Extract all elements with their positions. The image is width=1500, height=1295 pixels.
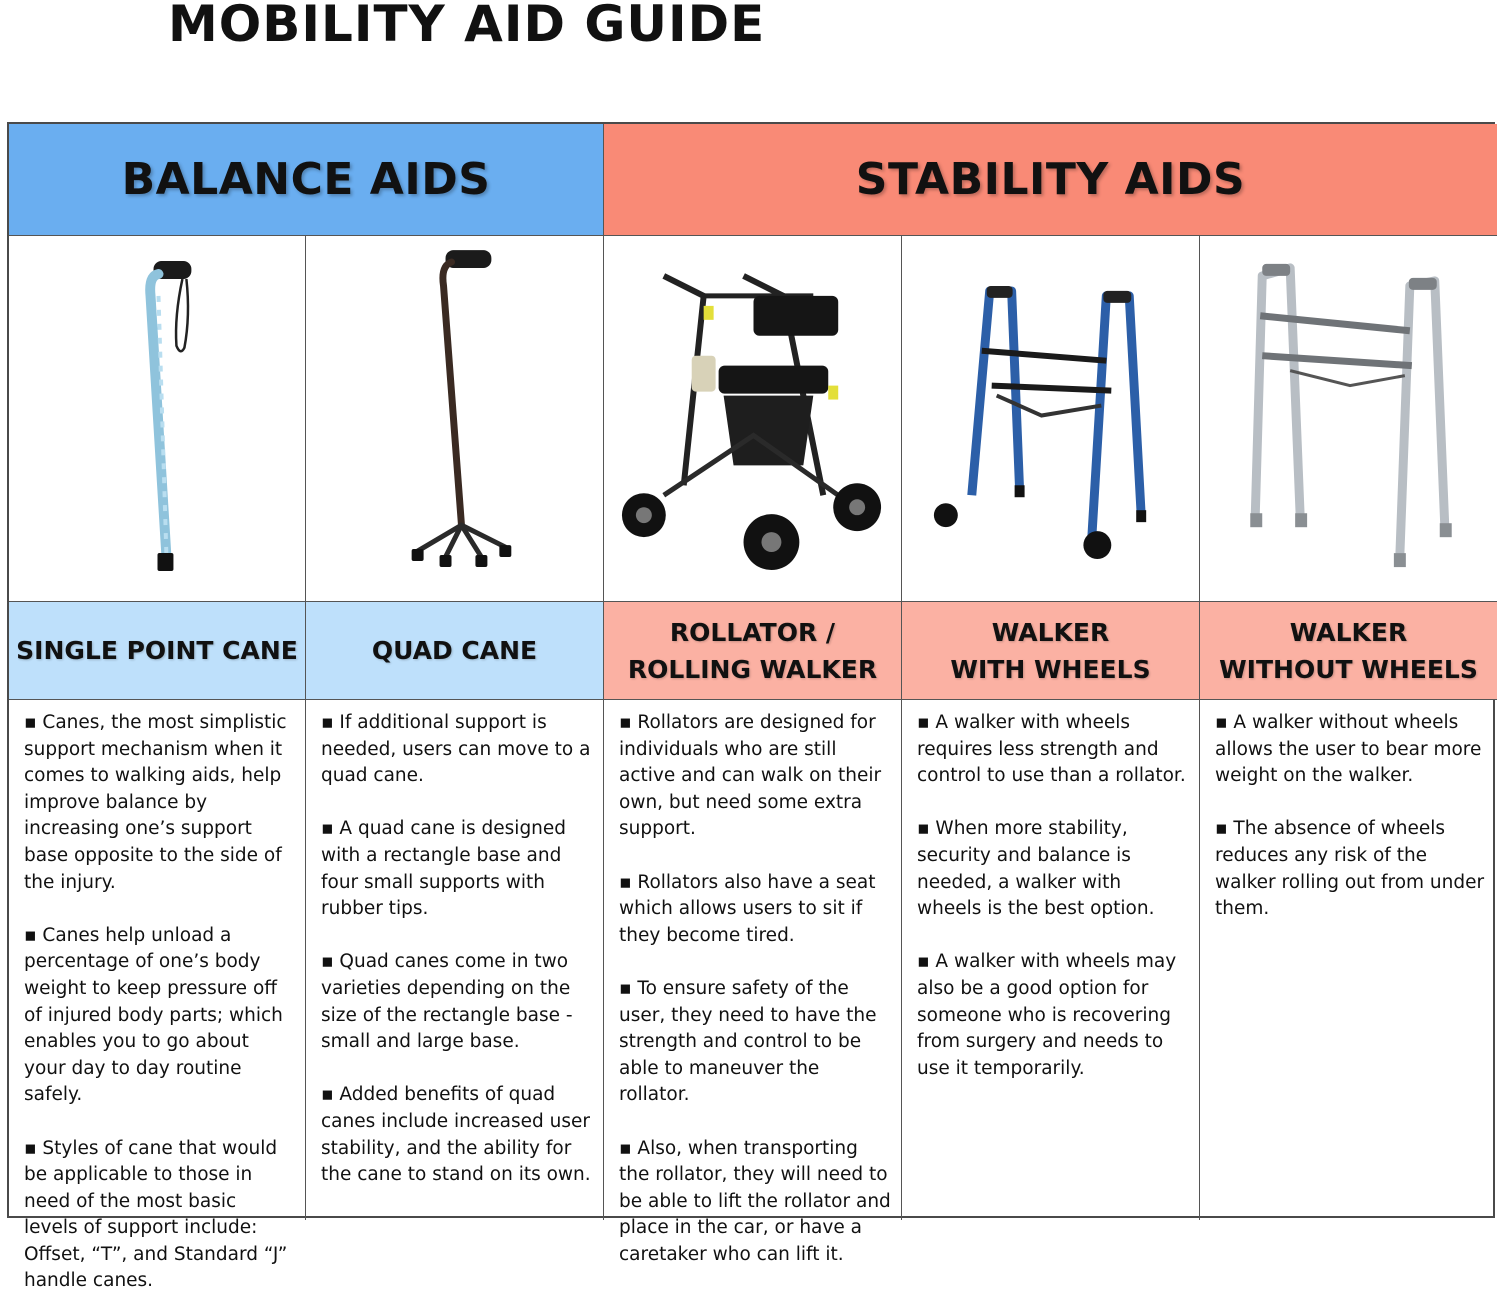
bullet: ▪ A walker with wheels may also be a good option for someone who is recovering from surgery and needs to use it temporarily. [917,949,1189,1082]
description-single-point-cane [9,700,306,1220]
quad-cane-icon [306,236,603,601]
mobility-aid-table [7,122,1495,1218]
bullet: ▪ Added benefits of quad canes include increased user stability, and the ability for the cane to stand on its own. [321,1082,593,1188]
label-quad-cane: QUAD CANE [306,602,604,700]
walker-without-wheels-image [1200,236,1497,602]
rollator-image [604,236,902,602]
label-rollator: ROLLATOR / ROLLING WALKER [604,602,902,700]
bullet: ▪ Quad canes come in two varieties depending on the size of the rectangle base - small and large base. [321,949,593,1055]
walker-without-wheels-icon [1200,236,1497,601]
walker-with-wheels-image [902,236,1200,602]
quad-cane-image [306,236,604,602]
description-walker-without-wheels [1200,700,1497,1220]
label-single-point-cane: SINGLE POINT CANE [9,602,306,700]
label-walker-with-wheels: WALKER WITH WHEELS [902,602,1200,700]
bullet: ▪ The absence of wheels reduces any risk of the walker rolling out from under them. [1215,816,1487,922]
description-walker-with-wheels [902,700,1200,1220]
bullet: ▪ Rollators are designed for individuals who are still active and can walk on their own, but need some extra support. [619,710,891,843]
bullet: ▪ When more stability, security and balance is needed, a walker with wheels is the best option. [917,816,1189,922]
bullet: ▪ Rollators also have a seat which allows users to sit if they become tired. [619,870,891,950]
balance-aids-header: BALANCE AIDS [9,124,604,236]
bullet: ▪ If additional support is needed, users can move to a quad cane. [321,710,593,790]
bullet: ▪ To ensure safety of the user, they need to have the strength and control to be able to maneuver the rollator. [619,976,891,1109]
stability-aids-header: STABILITY AIDS [604,124,1497,236]
single-point-cane-image [9,236,306,602]
bullet: ▪ Also, when transporting the rollator, they will need to be able to lift the rollator and place in the car, or have a caretaker who can lift it. [619,1136,891,1269]
label-walker-without-wheels: WALKER WITHOUT WHEELS [1200,602,1497,700]
description-rollator [604,700,902,1220]
description-quad-cane [306,700,604,1220]
bullet: ▪ A walker without wheels allows the user to bear more weight on the walker. [1215,710,1487,790]
bullet: ▪ Styles of cane that would be applicable to those in need of the most basic levels of support include: Offset, “T”, and Standard “J” handle canes. [24,1136,295,1295]
bullet: ▪ Canes, the most simplistic support mechanism when it comes to walking aids, help improve balance by increasing one’s support base opposite to the side of the injury. [24,710,295,896]
walker-with-wheels-icon [902,236,1199,601]
page-title: MOBILITY AID GUIDE [168,0,765,52]
single-point-cane-icon [9,236,305,601]
bullet: ▪ A walker with wheels requires less strength and control to use than a rollator. [917,710,1189,790]
rollator-icon [604,236,901,601]
bullet: ▪ A quad cane is designed with a rectangle base and four small supports with rubber tips. [321,816,593,922]
bullet: ▪ Canes help unload a percentage of one’s body weight to keep pressure off of injured body parts; which enables you to go about your day to day routine safely. [24,923,295,1109]
